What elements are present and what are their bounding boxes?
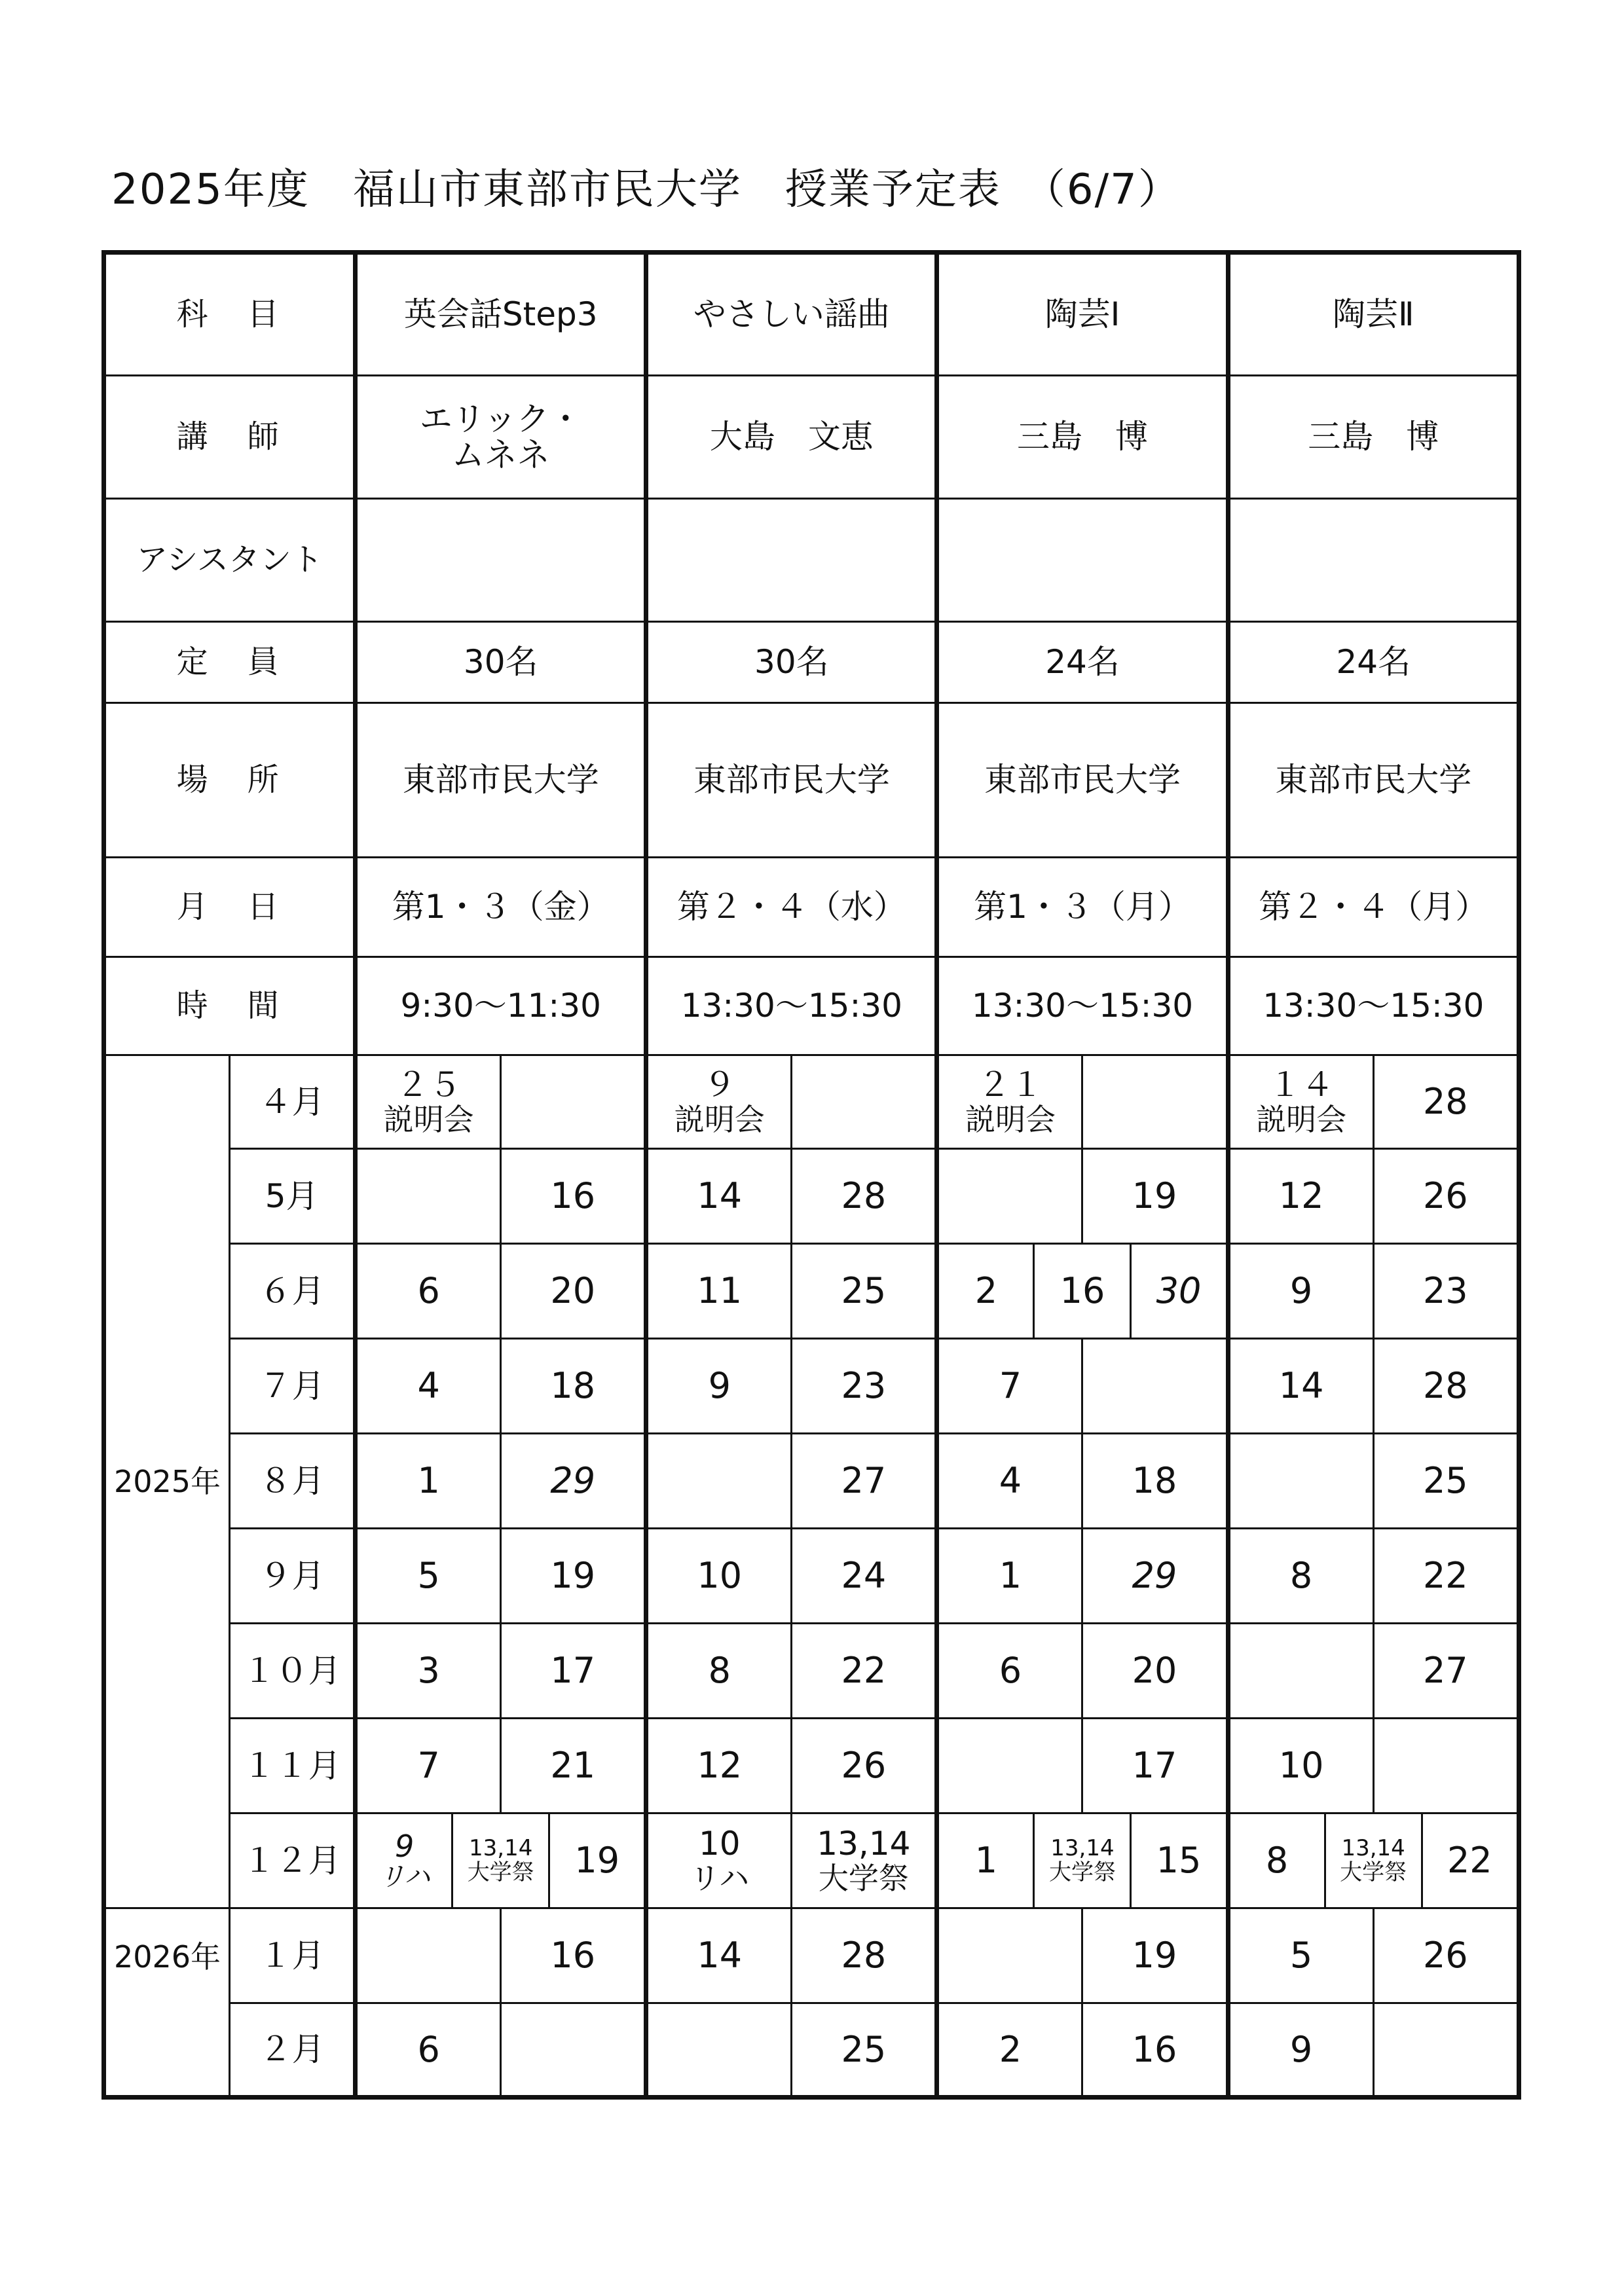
class1-capacity: 30名 bbox=[356, 622, 646, 703]
class3-session: 18 bbox=[1082, 1434, 1228, 1529]
class4-place: 東部市民大学 bbox=[1228, 703, 1519, 858]
class1-session: 21 bbox=[501, 1719, 646, 1813]
class4-session: 14 bbox=[1228, 1339, 1373, 1434]
subject-label: 科 目 bbox=[104, 253, 356, 376]
class2-assistant bbox=[646, 499, 937, 622]
schedule-table bbox=[101, 250, 1521, 2100]
class1-session bbox=[501, 1055, 646, 1149]
class2-session bbox=[646, 2003, 792, 2098]
session-date: 10 bbox=[698, 1825, 741, 1863]
class2-session bbox=[646, 1813, 792, 1908]
page-title: 2025年度 福山市東部市民大学 授業予定表 （6/7） bbox=[111, 166, 1181, 214]
class4-session bbox=[1325, 1813, 1422, 1908]
month-label: １０月 bbox=[230, 1624, 356, 1719]
class4-capacity: 24名 bbox=[1228, 622, 1519, 703]
session-note: 大学祭 bbox=[1048, 1859, 1116, 1886]
time-row bbox=[104, 957, 1519, 1055]
class1-session bbox=[452, 1813, 549, 1908]
class2-time: 13:30～15:30 bbox=[646, 957, 937, 1055]
class3-subject: 陶芸Ⅰ bbox=[937, 253, 1228, 376]
session-date: 13,14 bbox=[469, 1834, 533, 1861]
class2-place: 東部市民大学 bbox=[646, 703, 937, 858]
class4-session: 23 bbox=[1373, 1244, 1519, 1339]
month-row-feb bbox=[104, 2003, 1519, 2098]
session-note: 説明会 bbox=[674, 1102, 765, 1138]
month-row-jul bbox=[104, 1339, 1519, 1434]
month-row-oct bbox=[104, 1624, 1519, 1719]
month-label: ９月 bbox=[230, 1529, 356, 1624]
session-date: ２１ bbox=[977, 1066, 1043, 1104]
class2-session: 26 bbox=[792, 1719, 937, 1813]
month-row-apr bbox=[104, 1055, 1519, 1149]
class3-date: 第1・３（月） bbox=[937, 858, 1228, 957]
class1-session bbox=[356, 1813, 452, 1908]
class2-session: 25 bbox=[792, 1244, 937, 1339]
class4-session: 22 bbox=[1422, 1813, 1519, 1908]
class4-session bbox=[1228, 1624, 1373, 1719]
subject-row bbox=[104, 253, 1519, 376]
class1-session: 3 bbox=[356, 1624, 501, 1719]
class4-session: 27 bbox=[1373, 1624, 1519, 1719]
class3-session: 7 bbox=[937, 1339, 1082, 1434]
class3-session: 16 bbox=[1034, 1244, 1131, 1339]
session-date: ９ bbox=[703, 1066, 736, 1104]
class3-session bbox=[937, 1908, 1082, 2003]
class4-session: 12 bbox=[1228, 1149, 1373, 1244]
class4-session: 22 bbox=[1373, 1529, 1519, 1624]
month-row-jan bbox=[104, 1908, 1519, 2003]
class2-session bbox=[792, 1055, 937, 1149]
class3-assistant bbox=[937, 499, 1228, 622]
class3-session: 6 bbox=[937, 1624, 1082, 1719]
class3-session bbox=[937, 1149, 1082, 1244]
month-row-sep bbox=[104, 1529, 1519, 1624]
session-date: １４ bbox=[1268, 1066, 1335, 1104]
month-label: １２月 bbox=[230, 1813, 356, 1908]
session-date: ２５ bbox=[396, 1066, 462, 1104]
class4-session: 8 bbox=[1228, 1529, 1373, 1624]
class4-session bbox=[1228, 1055, 1373, 1149]
class1-session: 19 bbox=[549, 1813, 646, 1908]
class1-assistant bbox=[356, 499, 646, 622]
class3-session: 19 bbox=[1082, 1149, 1228, 1244]
session-date: 9 bbox=[395, 1828, 415, 1864]
class3-session: 4 bbox=[937, 1434, 1082, 1529]
year-2026-label: 2026年 bbox=[104, 1908, 230, 2098]
class3-session bbox=[1082, 1339, 1228, 1434]
class3-session: 15 bbox=[1131, 1813, 1228, 1908]
class2-session bbox=[646, 1055, 792, 1149]
class2-session: 11 bbox=[646, 1244, 792, 1339]
class2-capacity: 30名 bbox=[646, 622, 937, 703]
class1-session: 4 bbox=[356, 1339, 501, 1434]
session-note: 大学祭 bbox=[1340, 1859, 1407, 1886]
class3-session: 30 bbox=[1131, 1244, 1228, 1339]
class1-teacher bbox=[356, 376, 646, 499]
class2-session: 25 bbox=[792, 2003, 937, 2098]
class3-session: 19 bbox=[1082, 1908, 1228, 2003]
month-row-aug bbox=[104, 1434, 1519, 1529]
month-label: ８月 bbox=[230, 1434, 356, 1529]
session-note: 説明会 bbox=[1256, 1102, 1347, 1138]
class4-session: 8 bbox=[1228, 1813, 1325, 1908]
class3-session: 1 bbox=[937, 1813, 1034, 1908]
class2-session: 10 bbox=[646, 1529, 792, 1624]
class2-date: 第２・４（水） bbox=[646, 858, 937, 957]
class2-session bbox=[646, 1434, 792, 1529]
class3-capacity: 24名 bbox=[937, 622, 1228, 703]
class1-session bbox=[356, 1149, 501, 1244]
month-label: １月 bbox=[230, 1908, 356, 2003]
class4-session: 5 bbox=[1228, 1908, 1373, 2003]
session-note: 説明会 bbox=[383, 1102, 474, 1138]
class1-session: 7 bbox=[356, 1719, 501, 1813]
assistant-label: アシスタント bbox=[104, 499, 356, 622]
class1-session: 5 bbox=[356, 1529, 501, 1624]
class4-session: 26 bbox=[1373, 1908, 1519, 2003]
month-label: 5月 bbox=[230, 1149, 356, 1244]
class2-session: 8 bbox=[646, 1624, 792, 1719]
class3-session bbox=[937, 1055, 1082, 1149]
class4-session: 28 bbox=[1373, 1339, 1519, 1434]
class2-session: 9 bbox=[646, 1339, 792, 1434]
class1-session: 16 bbox=[501, 1149, 646, 1244]
class3-session: 20 bbox=[1082, 1624, 1228, 1719]
class3-session: 1 bbox=[937, 1529, 1082, 1624]
class4-session: 26 bbox=[1373, 1149, 1519, 1244]
class1-session: 6 bbox=[356, 1244, 501, 1339]
class2-session: 14 bbox=[646, 1149, 792, 1244]
class3-session: 2 bbox=[937, 1244, 1034, 1339]
class3-session bbox=[1034, 1813, 1131, 1908]
class2-session: 28 bbox=[792, 1908, 937, 2003]
date-label: 月 日 bbox=[104, 858, 356, 957]
teacher-row bbox=[104, 376, 1519, 499]
month-label: ７月 bbox=[230, 1339, 356, 1434]
session-note: 大学祭 bbox=[467, 1859, 534, 1886]
time-label: 時 間 bbox=[104, 957, 356, 1055]
class2-teacher: 大島 文恵 bbox=[646, 376, 937, 499]
class1-session bbox=[356, 1908, 501, 2003]
class1-session: 1 bbox=[356, 1434, 501, 1529]
class4-date: 第２・４（月） bbox=[1228, 858, 1519, 957]
month-row-may bbox=[104, 1149, 1519, 1244]
class3-session bbox=[1082, 1055, 1228, 1149]
class4-session: 9 bbox=[1228, 1244, 1373, 1339]
session-note: 大学祭 bbox=[818, 1861, 909, 1897]
class1-session: 17 bbox=[501, 1624, 646, 1719]
class3-session bbox=[937, 1719, 1082, 1813]
session-note: リハ bbox=[690, 1861, 750, 1897]
date-row bbox=[104, 858, 1519, 957]
class4-session bbox=[1228, 1434, 1373, 1529]
class4-session bbox=[1373, 1719, 1519, 1813]
place-row bbox=[104, 703, 1519, 858]
class2-session: 14 bbox=[646, 1908, 792, 2003]
class2-session: 27 bbox=[792, 1434, 937, 1529]
month-label: ４月 bbox=[230, 1055, 356, 1149]
class1-session: 18 bbox=[501, 1339, 646, 1434]
month-label: ６月 bbox=[230, 1244, 356, 1339]
class3-session: 2 bbox=[937, 2003, 1082, 2098]
class1-session: 19 bbox=[501, 1529, 646, 1624]
class3-session: 17 bbox=[1082, 1719, 1228, 1813]
class4-session: 28 bbox=[1373, 1055, 1519, 1149]
place-label: 場 所 bbox=[104, 703, 356, 858]
class4-session: 9 bbox=[1228, 2003, 1373, 2098]
class4-subject: 陶芸Ⅱ bbox=[1228, 253, 1519, 376]
class1-session: 16 bbox=[501, 1908, 646, 2003]
class3-place: 東部市民大学 bbox=[937, 703, 1228, 858]
teacher-name-line1: エリック・ bbox=[419, 399, 582, 438]
session-date: 13,14 bbox=[1050, 1834, 1115, 1861]
class1-date: 第1・３（金） bbox=[356, 858, 646, 957]
teacher-label: 講 師 bbox=[104, 376, 356, 499]
year-2025-label: 2025年 bbox=[104, 1055, 230, 1908]
class4-time: 13:30～15:30 bbox=[1228, 957, 1519, 1055]
month-label: １１月 bbox=[230, 1719, 356, 1813]
class1-session bbox=[356, 1055, 501, 1149]
class1-session: 29 bbox=[501, 1434, 646, 1529]
class4-session: 25 bbox=[1373, 1434, 1519, 1529]
session-date: 13,14 bbox=[1341, 1834, 1405, 1861]
class1-place: 東部市民大学 bbox=[356, 703, 646, 858]
month-row-jun bbox=[104, 1244, 1519, 1339]
session-date: 13,14 bbox=[817, 1825, 911, 1863]
class1-time: 9:30～11:30 bbox=[356, 957, 646, 1055]
session-note: 説明会 bbox=[965, 1102, 1056, 1138]
class2-subject: やさしい謡曲 bbox=[646, 253, 937, 376]
class3-time: 13:30～15:30 bbox=[937, 957, 1228, 1055]
class1-session: 20 bbox=[501, 1244, 646, 1339]
class2-session: 28 bbox=[792, 1149, 937, 1244]
class2-session: 24 bbox=[792, 1529, 937, 1624]
class2-session: 23 bbox=[792, 1339, 937, 1434]
class1-session bbox=[501, 2003, 646, 2098]
class3-session: 29 bbox=[1082, 1529, 1228, 1624]
capacity-row bbox=[104, 622, 1519, 703]
class4-teacher: 三島 博 bbox=[1228, 376, 1519, 499]
month-label: ２月 bbox=[230, 2003, 356, 2098]
class2-session bbox=[792, 1813, 937, 1908]
month-row-nov bbox=[104, 1719, 1519, 1813]
class1-session: 6 bbox=[356, 2003, 501, 2098]
class4-assistant bbox=[1228, 499, 1519, 622]
class2-session: 22 bbox=[792, 1624, 937, 1719]
class1-subject: 英会話Step3 bbox=[356, 253, 646, 376]
teacher-name-line2: ムネネ bbox=[451, 435, 550, 474]
month-row-dec bbox=[104, 1813, 1519, 1908]
session-note: リハ bbox=[378, 1862, 431, 1893]
assistant-row bbox=[104, 499, 1519, 622]
class4-session: 10 bbox=[1228, 1719, 1373, 1813]
class3-session: 16 bbox=[1082, 2003, 1228, 2098]
capacity-label: 定 員 bbox=[104, 622, 356, 703]
class3-teacher: 三島 博 bbox=[937, 376, 1228, 499]
class4-session bbox=[1373, 2003, 1519, 2098]
class2-session: 12 bbox=[646, 1719, 792, 1813]
